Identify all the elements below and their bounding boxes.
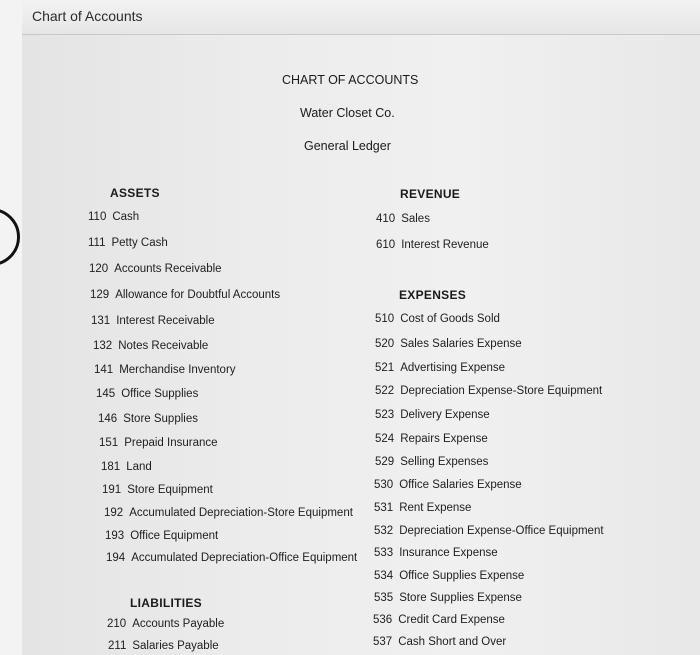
account-number: 535	[374, 592, 394, 604]
account-row	[375, 385, 602, 397]
account-number: 520	[375, 338, 395, 350]
account-name: Cash	[112, 211, 140, 223]
account-number: 192	[104, 507, 124, 519]
account-name: Depreciation Expense-Office Equipment	[399, 525, 604, 537]
revenue-heading: REVENUE	[400, 187, 461, 201]
account-name: Cash Short and Over	[398, 636, 507, 648]
account-number: 151	[99, 437, 119, 449]
account-name: Salaries Payable	[132, 640, 219, 652]
account-row	[374, 502, 471, 514]
account-row	[88, 211, 139, 223]
account-row	[374, 547, 498, 559]
account-row	[376, 239, 489, 251]
account-row	[375, 456, 488, 468]
account-row	[93, 340, 208, 352]
account-number: 523	[375, 409, 395, 421]
account-name: Store Supplies Expense	[399, 592, 522, 604]
account-number: 131	[91, 315, 111, 327]
expenses-heading: EXPENSES	[399, 288, 467, 302]
document-page	[22, 35, 700, 655]
account-row	[375, 313, 500, 325]
account-name: Office Salaries Expense	[399, 479, 522, 491]
account-name: Accounts Payable	[132, 618, 225, 630]
account-name: Interest Receivable	[116, 315, 215, 327]
account-name: Rent Expense	[399, 502, 472, 514]
window-title: Chart of Accounts	[32, 8, 143, 24]
account-name: Office Supplies	[121, 388, 199, 400]
account-number: 524	[375, 433, 395, 445]
account-row	[373, 636, 506, 648]
document-title: CHART OF ACCOUNTS	[282, 73, 419, 87]
account-number: 146	[98, 413, 118, 425]
account-row	[374, 479, 522, 491]
account-name: Accumulated Depreciation-Store Equipment	[129, 507, 353, 519]
account-number: 191	[102, 484, 122, 496]
account-number: 521	[375, 362, 395, 374]
account-number: 532	[374, 525, 394, 537]
account-number: 145	[96, 388, 116, 400]
account-number: 120	[89, 263, 109, 275]
account-number: 110	[88, 211, 107, 223]
account-number: 529	[375, 456, 395, 468]
account-name: Repairs Expense	[400, 433, 488, 445]
account-name: Petty Cash	[111, 237, 168, 249]
account-name: Land	[126, 461, 152, 473]
account-row	[94, 364, 236, 376]
account-name: Selling Expenses	[400, 456, 489, 468]
account-number: 111	[88, 237, 106, 249]
assets-heading: ASSETS	[110, 186, 160, 200]
account-name: Merchandise Inventory	[119, 364, 236, 376]
account-name: Sales Salaries Expense	[400, 338, 522, 350]
account-number: 210	[107, 618, 127, 630]
ledger-subtitle: General Ledger	[304, 139, 391, 153]
account-row	[374, 525, 604, 537]
account-row	[105, 530, 218, 542]
account-name: Advertising Expense	[400, 362, 506, 374]
account-row	[91, 315, 215, 327]
account-name: Accumulated Depreciation-Office Equipment	[131, 552, 358, 564]
account-number: 211	[108, 640, 127, 652]
account-number: 531	[374, 502, 394, 514]
account-name: Allowance for Doubtful Accounts	[115, 289, 281, 301]
account-number: 510	[375, 313, 395, 325]
account-number: 193	[105, 530, 125, 542]
account-number: 410	[376, 213, 396, 225]
account-name: Cost of Goods Sold	[400, 313, 500, 325]
account-row	[107, 618, 224, 630]
left-edge-strip	[0, 0, 23, 655]
account-name: Insurance Expense	[399, 547, 498, 559]
account-number: 129	[90, 289, 110, 301]
account-row	[101, 461, 152, 473]
account-row	[374, 570, 524, 582]
account-row	[106, 552, 357, 564]
account-number: 534	[374, 570, 394, 582]
account-name: Delivery Expense	[400, 409, 490, 421]
account-number: 194	[106, 552, 126, 564]
account-row	[375, 433, 488, 445]
account-row	[99, 437, 218, 449]
account-number: 181	[101, 461, 121, 473]
account-row	[104, 507, 353, 519]
account-row	[374, 592, 522, 604]
account-number: 536	[373, 614, 393, 626]
account-row	[102, 484, 213, 496]
account-number: 522	[375, 385, 395, 397]
account-row	[375, 409, 490, 421]
account-number: 141	[94, 364, 114, 376]
account-number: 533	[374, 547, 394, 559]
account-name: Prepaid Insurance	[124, 437, 218, 449]
account-name: Accounts Receivable	[114, 263, 222, 275]
liabilities-heading: LIABILITIES	[130, 596, 202, 610]
account-name: Office Equipment	[130, 530, 219, 542]
account-row	[90, 289, 280, 301]
account-row	[375, 338, 522, 350]
account-name: Sales	[401, 213, 430, 225]
account-number: 132	[93, 340, 113, 352]
account-row	[373, 614, 505, 626]
account-number: 610	[376, 239, 396, 251]
account-row	[376, 213, 430, 225]
account-row	[375, 362, 505, 374]
account-row	[108, 640, 219, 652]
account-row	[88, 237, 168, 249]
account-name: Store Equipment	[127, 484, 213, 496]
account-row	[96, 388, 198, 400]
account-name: Office Supplies Expense	[399, 570, 525, 582]
account-name: Credit Card Expense	[398, 614, 505, 626]
account-name: Notes Receivable	[118, 340, 209, 352]
account-name: Interest Revenue	[401, 239, 489, 251]
account-number: 530	[374, 479, 394, 491]
account-row	[98, 413, 198, 425]
company-name: Water Closet Co.	[300, 106, 395, 120]
account-name: Store Supplies	[123, 413, 198, 425]
window-header	[22, 0, 700, 35]
account-row	[89, 263, 222, 275]
account-name: Depreciation Expense-Store Equipment	[400, 385, 603, 397]
account-number: 537	[373, 636, 393, 648]
